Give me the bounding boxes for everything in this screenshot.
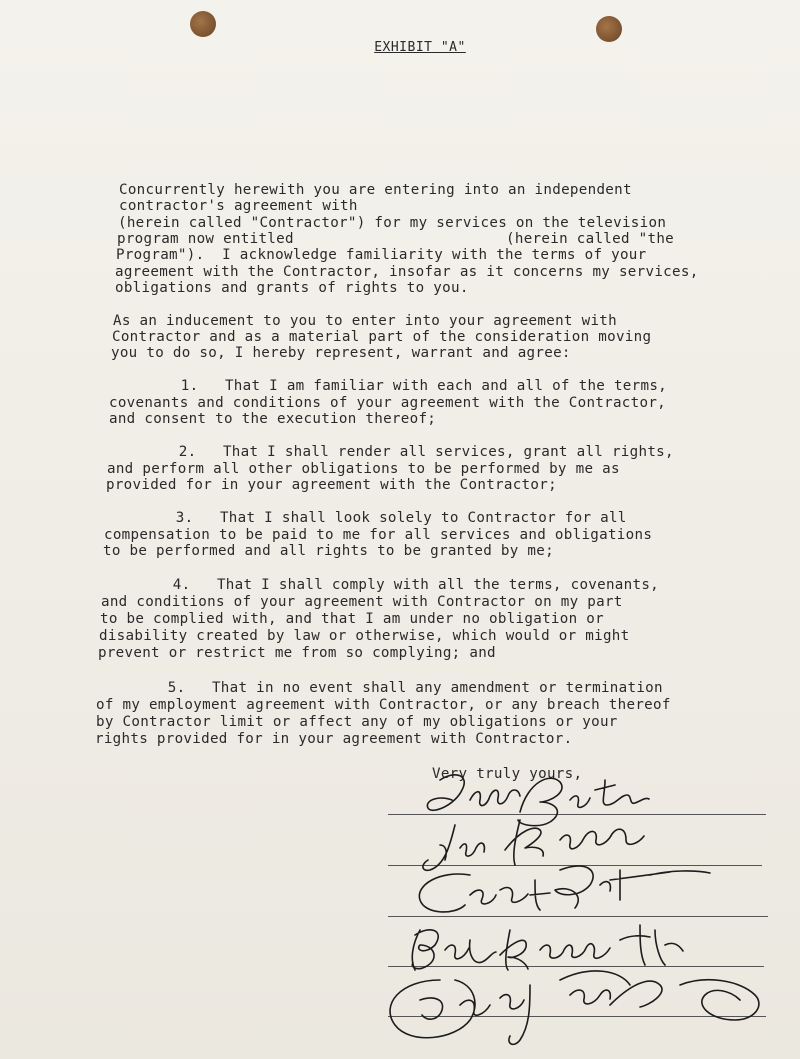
clause-4-line: prevent or restrict me from so complying; and bbox=[98, 645, 496, 661]
intro-line: obligations and grants of rights to you. bbox=[115, 280, 469, 296]
closing-salutation: Very truly yours, bbox=[432, 766, 583, 782]
intro-line: program now entitled (herein called "the bbox=[117, 231, 675, 247]
clause-4-line: to be complied with, and that I am under no obligation or bbox=[100, 611, 604, 627]
intro-line: Program"). I acknowledge familiarity with the terms of your bbox=[116, 247, 647, 263]
intro-line: Concurrently herewith you are entering into an independent bbox=[119, 182, 632, 198]
clause-5-line: by Contractor limit or affect any of my obligations or your bbox=[96, 714, 618, 730]
inducement-line: Contractor and as a material part of the consideration moving bbox=[112, 329, 652, 345]
intro-line: (herein called "Contractor") for my services on the television bbox=[118, 215, 667, 231]
clause-3-line: to be performed and all rights to be granted by me; bbox=[103, 543, 554, 559]
clause-4-line: disability created by law or otherwise, which would or might bbox=[99, 628, 630, 644]
signature-2 bbox=[423, 820, 644, 870]
signature-3 bbox=[419, 866, 710, 912]
clause-4-line: 4. That I shall comply with all the terms, covenants, bbox=[102, 577, 660, 593]
clause-1-line: and consent to the execution thereof; bbox=[109, 411, 437, 427]
clause-2-line: provided for in your agreement with the Contractor; bbox=[106, 477, 557, 493]
clause-2-line: and perform all other obligations to be performed by me as bbox=[107, 461, 620, 477]
clause-3-line: 3. That I shall look solely to Contractor for all bbox=[105, 510, 627, 526]
clause-5-line: rights provided for in your agreement with Contractor. bbox=[95, 731, 573, 747]
clause-1-line: 1. That I am familiar with each and all of the terms, bbox=[110, 378, 668, 394]
clause-2-line: 2. That I shall render all services, grant all rights, bbox=[108, 444, 674, 460]
clause-5-line: of my employment agreement with Contractor, or any breach thereof bbox=[96, 697, 671, 713]
clause-3-line: compensation to be paid to me for all services and obligations bbox=[104, 527, 653, 543]
document-title: EXHIBIT "A" bbox=[374, 40, 466, 55]
inducement-line: As an inducement to you to enter into your agreement with bbox=[113, 313, 617, 329]
signature-5 bbox=[390, 971, 759, 1044]
clause-5-line: 5. That in no event shall any amendment or termination bbox=[97, 680, 663, 696]
intro-line: agreement with the Contractor, insofar as it concerns my services, bbox=[115, 264, 699, 280]
signature-1 bbox=[427, 775, 649, 826]
clause-4-line: and conditions of your agreement with Contractor on my part bbox=[101, 594, 623, 610]
signature-4 bbox=[412, 925, 683, 970]
inducement-line: you to do so, I hereby represent, warrant and agree: bbox=[111, 345, 571, 361]
intro-line: contractor's agreement with bbox=[119, 198, 358, 214]
clause-1-line: covenants and conditions of your agreement with the Contractor, bbox=[109, 395, 667, 411]
